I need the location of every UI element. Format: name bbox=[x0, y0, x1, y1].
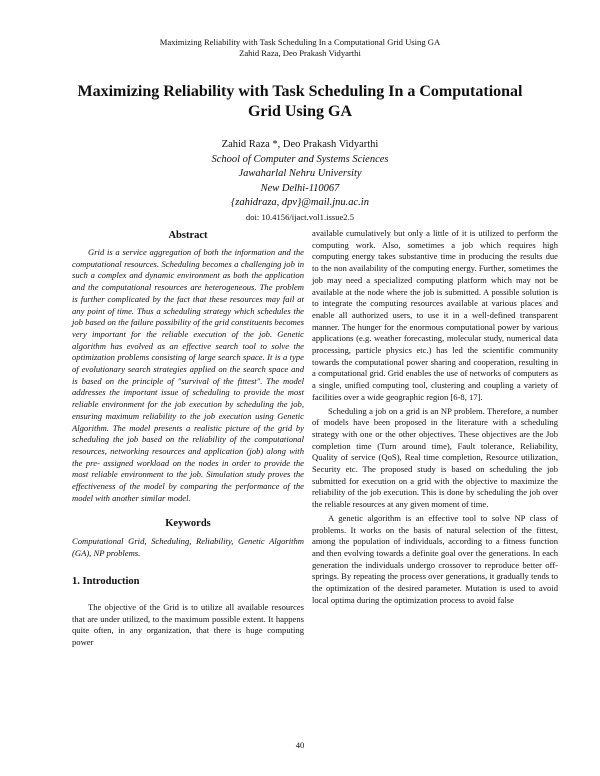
running-header bbox=[0, 37, 600, 59]
abstract-text: Grid is a service aggregation of both the information and the computational resources. Scheduling becomes a challenging job in such a complex and dynamic environment as both the application and the computational resources are heterogeneous. The problem is further complicated by the fact that these resources may fail at any point of time. Thus a scheduling strategy which schedules the job based on the failure possibility of the grid constituents becomes very important for the reliable execution of the job. Genetic algorithm has evolved as an effective search tool to solve the optimization problems consisting of large search space. It is a type of evolutionary search strategies applied on the search space and is based on the principle of "survival of the fittest". The model addresses the important issue of scheduling to provide the most reliable environment for the job execution by scheduling the job, ensuring maximum reliability to the job execution using Genetic Algorithm. The model presents a realistic picture of the grid by scheduling the job based on the reliability of the computational resources, networking resources and application (job) along with the pre- assigned workload on the nodes in order to provide the most reliable environment to the job. Simulation study proves the effectiveness of the model by comparing the performance of the model with another similar model. bbox=[72, 247, 304, 503]
right-column bbox=[312, 228, 558, 607]
keywords-text: Computational Grid, Scheduling, Reliability, Genetic Algorithm (GA), NP problems. bbox=[72, 536, 304, 559]
introduction-paragraph: The objective of the Grid is to utilize all available resources that are under utilized, to the maximum possible extent. It happens quite often, in any organization, that there is huge computing power bbox=[72, 601, 304, 647]
keywords-heading: Keywords bbox=[165, 518, 211, 530]
body-paragraph-1: available cumulatively but only a little of it is utilized to perform the computing work. Also, sometimes a job which requires high computing energy takes substantive time in producing the results due to the non availability of the computing energy. Further, sometimes the job may need a specialized computing platform which may not be available at the node where the job is submitted. A possible solution is to integrate the computing resources available at various places and enable all authorized users, to use it in a well-defined transparent manner. The hunger for the enormous computational power by various applications (e.g. weather forecasting, molecular study, numerical data processing, particle physics etc.) has led the scientific community towards the computational power sharing and cooperation, resulting in a computational grid. Grid enables the use of networks of computers as a single, unified computing tool, clustering and coupling a variety of facilities over a wide geographic region [6-8, 17]. bbox=[312, 228, 558, 402]
running-header-title: Maximizing Reliability with Task Scheduling In a Computational Grid Using GA bbox=[159, 37, 441, 47]
body-paragraph-2: Scheduling a job on a grid is an NP problem. Therefore, a number of models have been proposed in the literature with a scheduling strategy with one or the other objectives. These objectives are the Job completion time (Turn around time), Fault tolerance, Reliability, Quality of service (QoS), Real time completion, Resource utilization, Security etc. The proposed study is based on scheduling the job submitted for execution on a grid with the objective to maximize the reliability of the job execution. This is done by scheduling the job over the reliable resources at any given moment of time. bbox=[312, 405, 558, 510]
introduction-heading: 1. Introduction bbox=[72, 575, 140, 587]
affiliation-city: New Delhi-110067 bbox=[260, 182, 340, 194]
left-column bbox=[72, 229, 304, 649]
author-block bbox=[0, 138, 600, 223]
running-header-authors: Zahid Raza, Deo Prakash Vidyarthi bbox=[239, 48, 361, 58]
paper-title: Maximizing Reliability with Task Scheduling In a Computational Grid Using GA bbox=[77, 83, 523, 120]
body-paragraph-3: A genetic algorithm is an effective tool to solve NP class of problems. It works on the basis of natural selection of the fittest, among the population of individuals, according to a fitness function and then evolving towards a definite goal over the generations. In each generation the individuals undergo crossover to reproduce better off-springs. By repeating the process over generations, it gradually tends to the optimization of the desired parameter. Mutation is used to avoid local optima during the optimization process to avoid false bbox=[312, 512, 558, 605]
author-emails: {zahidraza, dpv}@mail.jnu.ac.in bbox=[231, 197, 369, 209]
affiliation-university: Jawaharlal Nehru University bbox=[238, 168, 362, 180]
abstract-heading: Abstract bbox=[168, 230, 208, 241]
page-number: 40 bbox=[295, 740, 305, 750]
affiliation-school: School of Computer and Systems Sciences bbox=[211, 153, 389, 165]
author-names: Zahid Raza *, Deo Prakash Vidyarthi bbox=[221, 139, 379, 150]
doi: doi: 10.4156/ijact.vol1.issue2.5 bbox=[245, 211, 355, 222]
